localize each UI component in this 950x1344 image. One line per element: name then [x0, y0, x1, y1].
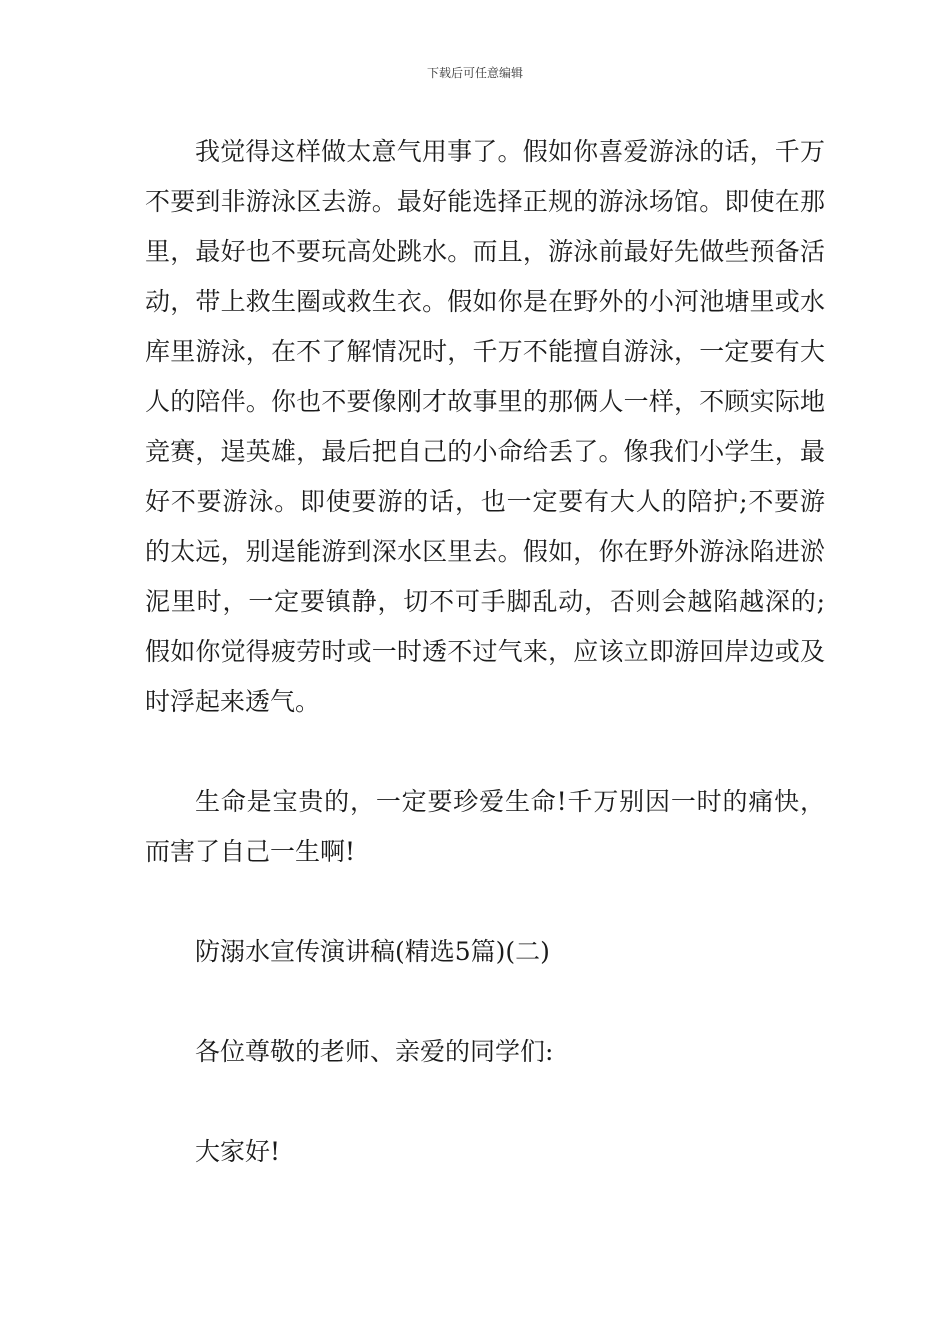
- page-header: 下载后可任意编辑: [426, 66, 523, 80]
- greeting-audience: 各位尊敬的老师、亲爱的同学们:: [195, 1037, 554, 1066]
- section-title: 防溺水宣传演讲稿(精选5篇)(二): [195, 937, 550, 966]
- paragraph-cherish-life: 生命是宝贵的，一定要珍爱生命!千万别因一时的痛快，而害了自己一生啊!: [145, 787, 825, 866]
- document-body: [145, 127, 825, 1177]
- paragraph-swimming-advice: 我觉得这样做太意气用事了。假如你喜爱游泳的话，千万不要到非游泳区去游。最好能选择正规的游泳场馆。即使在那里，最好也不要玩高处跳水。而且，游泳前最好先做些预备活动，带上救生圈或救生衣。假如你是在野外的小河池塘里或水库里游泳，在不了解情况时，千万不能擅自游泳，一定要有大人的陪伴。你也不要像刚才故事里的那俩人一样，不顾实际地竞赛，逞英雄，最后把自己的小命给丢了。像我们小学生，最好不要游泳。即使要游的话，也一定要有大人的陪护;不要游的太远，别逞能游到深水区里去。假如，你在野外游泳陷进淤泥里时，一定要镇静，切不可手脚乱动，否则会越陷越深的;假如你觉得疲劳时或一时透不过气来，应该立即游回岸边或及时浮起来透气。: [145, 137, 825, 716]
- greeting-hello: 大家好!: [195, 1137, 281, 1166]
